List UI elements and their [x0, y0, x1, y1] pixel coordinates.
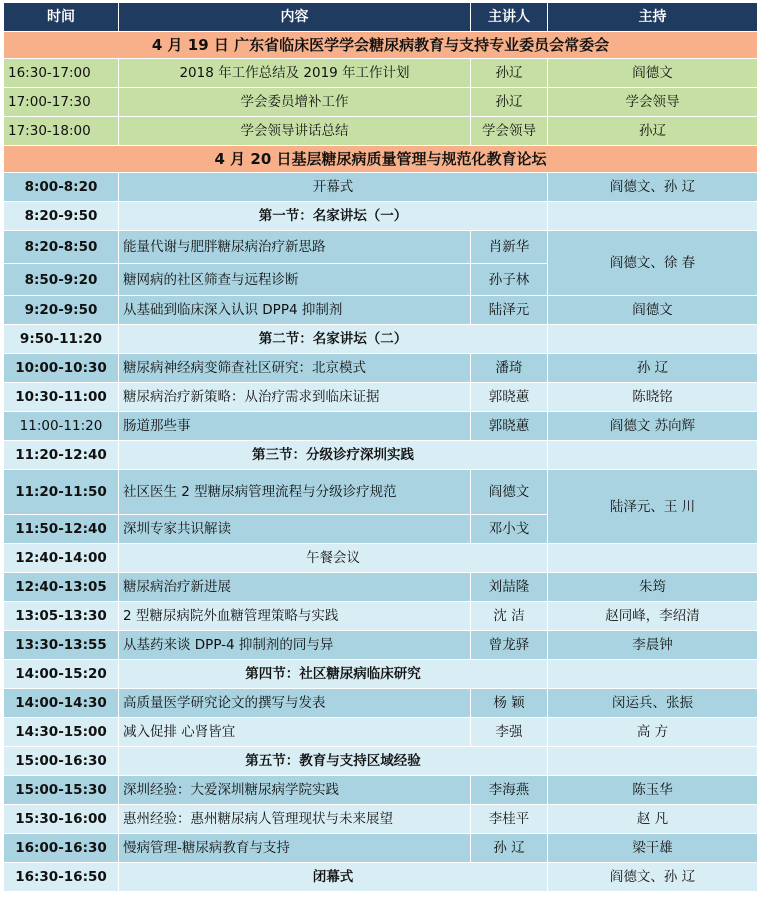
- content-cell: 2 型糖尿病院外血糖管理策略与实践: [119, 602, 471, 631]
- table-row: [4, 354, 758, 383]
- header-content: 内容: [119, 3, 471, 32]
- speaker-cell: 李桂平: [471, 805, 548, 834]
- time-cell: 16:30-17:00: [4, 59, 119, 88]
- time-cell: 17:00-17:30: [4, 88, 119, 117]
- table-row: [4, 573, 758, 602]
- time-cell: 9:50-11:20: [4, 325, 119, 354]
- host-cell: [548, 660, 758, 689]
- table-row: [4, 544, 758, 573]
- speaker-cell: 刘喆隆: [471, 573, 548, 602]
- table-row: [4, 412, 758, 441]
- host-cell: 赵 凡: [548, 805, 758, 834]
- table-row: [4, 59, 758, 88]
- time-cell: 10:00-10:30: [4, 354, 119, 383]
- host-cell: [548, 544, 758, 573]
- content-cell: 糖尿病治疗新进展: [119, 573, 471, 602]
- table-row: [4, 631, 758, 660]
- content-cell: 糖网病的社区筛查与远程诊断: [119, 264, 471, 296]
- time-cell: 11:00-11:20: [4, 412, 119, 441]
- section-title: 第一节：名家讲坛（一）: [119, 202, 548, 231]
- content-cell: 深圳经验：大爱深圳糖尿病学院实践: [119, 776, 471, 805]
- day1-title-row: [4, 32, 758, 59]
- speaker-cell: 陆泽元: [471, 296, 548, 325]
- time-cell: 8:20-9:50: [4, 202, 119, 231]
- section-title: 第四节：社区糖尿病临床研究: [119, 660, 548, 689]
- table-row: [4, 117, 758, 146]
- day2-title-row: [4, 146, 758, 173]
- host-cell: 阎德文 苏向辉: [548, 412, 758, 441]
- speaker-cell: 孙辽: [471, 88, 548, 117]
- content-cell: 闭幕式: [119, 863, 548, 892]
- content-cell: 深圳专家共识解读: [119, 515, 471, 544]
- time-cell: 8:00-8:20: [4, 173, 119, 202]
- content-cell: 减入促排 心肾皆宜: [119, 718, 471, 747]
- content-cell: 糖尿病神经病变筛查社区研究：北京模式: [119, 354, 471, 383]
- host-cell: 闵运兵、张振: [548, 689, 758, 718]
- speaker-cell: 郭晓蕙: [471, 383, 548, 412]
- host-cell: [548, 747, 758, 776]
- table-row: [4, 689, 758, 718]
- schedule-table: [3, 2, 758, 892]
- section-row: [4, 202, 758, 231]
- speaker-cell: 学会领导: [471, 117, 548, 146]
- host-cell: 梁干雄: [548, 834, 758, 863]
- speaker-cell: 邓小戈: [471, 515, 548, 544]
- host-cell: 陈晓铭: [548, 383, 758, 412]
- day2-title: 4 月 20 日基层糖尿病质量管理与规范化教育论坛: [4, 146, 758, 173]
- time-cell: 12:40-14:00: [4, 544, 119, 573]
- table-row: [4, 470, 758, 515]
- host-cell: 阎德文、徐 春: [548, 231, 758, 296]
- speaker-cell: 孙辽: [471, 59, 548, 88]
- table-row: [4, 383, 758, 412]
- day1-title: 4 月 19 日 广东省临床医学学会糖尿病教育与支持专业委员会常委会: [4, 32, 758, 59]
- host-cell: 学会领导: [548, 88, 758, 117]
- content-cell: 开幕式: [119, 173, 548, 202]
- time-cell: 8:50-9:20: [4, 264, 119, 296]
- content-cell: 惠州经验：惠州糖尿病人管理现状与未来展望: [119, 805, 471, 834]
- content-cell: 从基药来谈 DPP-4 抑制剂的同与异: [119, 631, 471, 660]
- time-cell: 14:00-14:30: [4, 689, 119, 718]
- speaker-cell: 沈 洁: [471, 602, 548, 631]
- host-cell: 阎德文、孙 辽: [548, 863, 758, 892]
- speaker-cell: 孙子林: [471, 264, 548, 296]
- section-row: [4, 441, 758, 470]
- table-row: [4, 231, 758, 264]
- host-cell: [548, 325, 758, 354]
- time-cell: 11:20-12:40: [4, 441, 119, 470]
- time-cell: 15:00-15:30: [4, 776, 119, 805]
- time-cell: 17:30-18:00: [4, 117, 119, 146]
- section-title: 第三节：分级诊疗深圳实践: [119, 441, 548, 470]
- content-cell: 社区医生 2 型糖尿病管理流程与分级诊疗规范: [119, 470, 471, 515]
- time-cell: 16:30-16:50: [4, 863, 119, 892]
- host-cell: 阎德文: [548, 59, 758, 88]
- header-row: [4, 3, 758, 32]
- content-cell: 慢病管理-糖尿病教育与支持: [119, 834, 471, 863]
- content-cell: 肠道那些事: [119, 412, 471, 441]
- speaker-cell: 肖新华: [471, 231, 548, 264]
- host-cell: 朱筠: [548, 573, 758, 602]
- section-title: 第五节：教育与支持区域经验: [119, 747, 548, 776]
- content-cell: 2018 年工作总结及 2019 年工作计划: [119, 59, 471, 88]
- content-cell: 糖尿病治疗新策略：从治疗需求到临床证据: [119, 383, 471, 412]
- host-cell: 李晨钟: [548, 631, 758, 660]
- host-cell: 陆泽元、王 川: [548, 470, 758, 544]
- time-cell: 14:00-15:20: [4, 660, 119, 689]
- time-cell: 13:30-13:55: [4, 631, 119, 660]
- table-row: [4, 602, 758, 631]
- content-cell: 学会领导讲话总结: [119, 117, 471, 146]
- host-cell: 赵同峰，李绍清: [548, 602, 758, 631]
- time-cell: 14:30-15:00: [4, 718, 119, 747]
- host-cell: [548, 202, 758, 231]
- time-cell: 11:20-11:50: [4, 470, 119, 515]
- table-row: [4, 834, 758, 863]
- content-cell: 高质量医学研究论文的撰写与发表: [119, 689, 471, 718]
- speaker-cell: 曾龙驿: [471, 631, 548, 660]
- host-cell: 陈玉华: [548, 776, 758, 805]
- table-row: [4, 718, 758, 747]
- time-cell: 16:00-16:30: [4, 834, 119, 863]
- time-cell: 9:20-9:50: [4, 296, 119, 325]
- table-row: [4, 173, 758, 202]
- content-cell: 从基础到临床深入认识 DPP4 抑制剂: [119, 296, 471, 325]
- section-title: 第二节：名家讲坛（二）: [119, 325, 548, 354]
- speaker-cell: 李强: [471, 718, 548, 747]
- host-cell: [548, 441, 758, 470]
- time-cell: 8:20-8:50: [4, 231, 119, 264]
- time-cell: 12:40-13:05: [4, 573, 119, 602]
- speaker-cell: 郭晓蕙: [471, 412, 548, 441]
- content-cell: 能量代谢与肥胖糖尿病治疗新思路: [119, 231, 471, 264]
- table-row: [4, 776, 758, 805]
- speaker-cell: 杨 颖: [471, 689, 548, 718]
- table-row: [4, 296, 758, 325]
- speaker-cell: 潘琦: [471, 354, 548, 383]
- host-cell: 阎德文、孙 辽: [548, 173, 758, 202]
- time-cell: 15:00-16:30: [4, 747, 119, 776]
- header-time: 时间: [4, 3, 119, 32]
- section-row: [4, 660, 758, 689]
- host-cell: 阎德文: [548, 296, 758, 325]
- time-cell: 10:30-11:00: [4, 383, 119, 412]
- speaker-cell: 阎德文: [471, 470, 548, 515]
- time-cell: 15:30-16:00: [4, 805, 119, 834]
- table-row: [4, 805, 758, 834]
- speaker-cell: 李海燕: [471, 776, 548, 805]
- host-cell: 孙 辽: [548, 354, 758, 383]
- time-cell: 13:05-13:30: [4, 602, 119, 631]
- speaker-cell: 孙 辽: [471, 834, 548, 863]
- header-host: 主持: [548, 3, 758, 32]
- content-cell: 学会委员增补工作: [119, 88, 471, 117]
- header-speaker: 主讲人: [471, 3, 548, 32]
- table-row: [4, 88, 758, 117]
- section-row: [4, 747, 758, 776]
- host-cell: 高 方: [548, 718, 758, 747]
- section-row: [4, 325, 758, 354]
- host-cell: 孙辽: [548, 117, 758, 146]
- time-cell: 11:50-12:40: [4, 515, 119, 544]
- table-row: [4, 863, 758, 892]
- content-cell: 午餐会议: [119, 544, 548, 573]
